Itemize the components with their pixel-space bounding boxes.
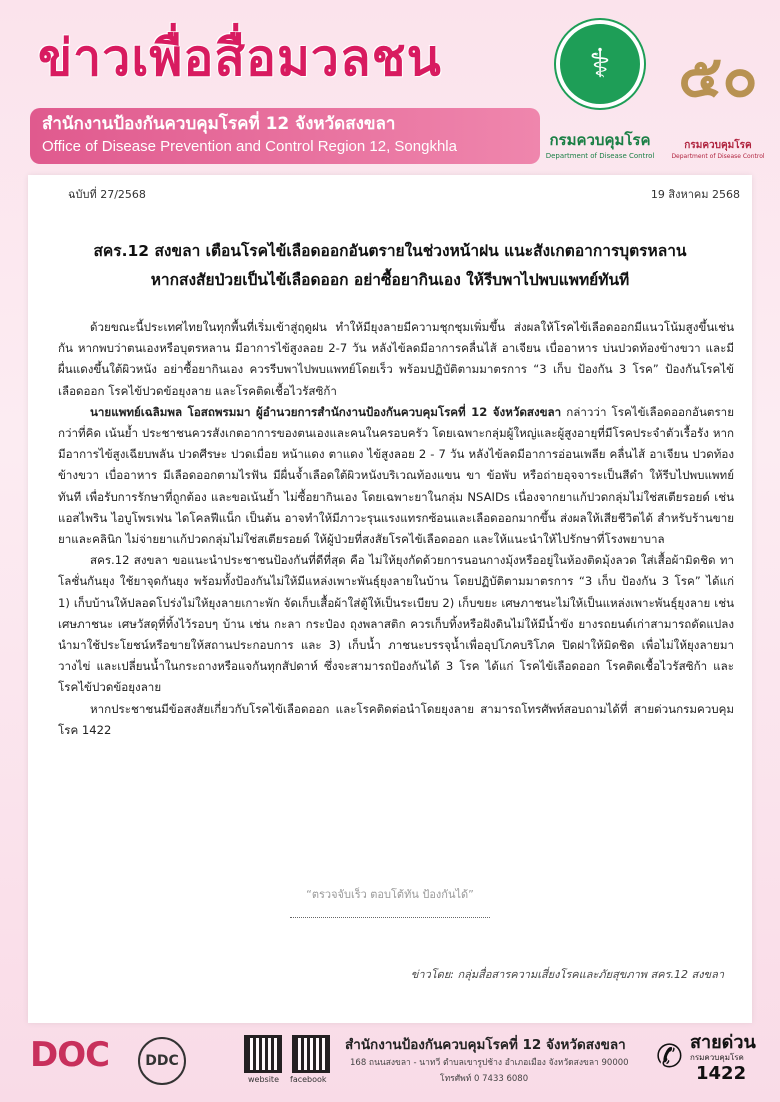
footer-office-name: สำนักงานป้องกันควบคุมโรคที่ 12 จังหวัดสงขลา (345, 1037, 626, 1053)
paragraph-4: หากประชาชนมีข้อสงสัยเกี่ยวกับโรคไข้เลือดออก และโรคติดต่อนำโดยยุงลาย สามารถโทรศัพท์สอบถามได้ที่ สายด่วนกรมควบคุมโรค 1422 (58, 701, 734, 737)
paragraph-2 (58, 402, 734, 550)
office-name-th: สำนักงานป้องกันควบคุมโรคที่ 12 จังหวัดสงขลา (42, 114, 396, 134)
ddc-logo (545, 20, 655, 160)
ddc-name-en: Department of Disease Control (545, 152, 655, 160)
paragraph-3: สคร.12 สงขลา ขอแนะนำประชาชนป้องกันที่ดีที่สุด คือ ไม่ให้ยุงกัดด้วยการนอนกางมุ้งหรืออยู่ในห้องติดมุ้งลวด ใส่เสื้อผ้ามิดชิด ทาโลชั่นกันยุง ใช้ยาจุดกันยุง พร้อมทั้งป้องกันไม่ให้มีแหล่งเพาะพันธุ์ยุงลายในบ้าน โดยปฏิบัติตามมาตรการ “3 เก็บ ป้องกัน 3 โรค” ได้แก่ 1) เก็บบ้านให้ปลอดโปร่งไม่ให้ยุงลายเกาะพัก จัดเก็บเสื้อผ้าใส่ตู้ให้เป็นระเบียบ 2) เก็บขยะ เศษภาชนะไม่ให้เป็นแหล่งเพาะพันธุ์ยุงลาย เช่น เศษภาชนะ เศษวัสดุที่ทิ้งไว้รอบๆ บ้าน เช่น กะลา กระป๋อง ถุงพลาสติก ควรเก็บทิ้งหรือฝังดินไม่ให้มีน้ำขัง ยางรถยนต์เก่าสามารถดัดแปลงนำมาใช้ประโยชน์หรือขายให้สถานประกอบการ และ 3) เก็บน้ำ ภาชนะบรรจุน้ำเพื่ออุปโภคบริโภค ปิดฝาให้มิดชิด เพื่อไม่ให้ยุงลายมาวางไข่ และเปลี่ยนน้ำในกระถางหรือแจกันทุกสัปดาห์ ซึ่งจะสามารถป้องกันได้ 3 โรค ได้แก่ โรคไข้เลือดออก โรคติดเชื้อไวรัสซิก้า และ โรคไข้ปวดข้อยุงลาย (58, 553, 734, 695)
footer-address: 168 ถนนสงขลา - นาทวี ตำบลเขารูปช้าง อำเภอเมือง จังหวัดสงขลา 90000 (350, 1058, 629, 1068)
header (0, 0, 780, 175)
office-name-en: Office of Disease Prevention and Control Region 12, Songkhla (42, 138, 457, 155)
ddc-circle-logo (138, 1037, 186, 1085)
director-name: นายแพทย์เฉลิมพล โอสถพรมมา ผู้อำนวยการสำนักงานป้องกันควบคุมโรคที่ 12 จังหวัดสงขลา (90, 404, 562, 419)
anniversary-emblem-icon: ๕๐ (678, 42, 758, 110)
hotline-title: สายด่วน (690, 1032, 756, 1053)
news-credit: ข่าวโดย: กลุ่มสื่อสารความเสี่ยงโรคและภัยสุขภาพ สคร.12 สงขลา (410, 968, 724, 981)
issue-number: ฉบับที่ 27/2568 (68, 188, 146, 201)
page-title: ข่าวเพื่อสื่อมวลชน (38, 29, 442, 87)
ddc-name-th: กรมควบคุมโรค (549, 131, 651, 149)
press-release-document (28, 175, 752, 1023)
facebook-label: facebook (290, 1075, 327, 1084)
footer-phone: โทรศัพท์ 0 7433 6080 (440, 1074, 529, 1084)
headline (48, 237, 732, 295)
phone-icon: ✆ (656, 1037, 683, 1075)
slogan: “ตรวจจับเร็ว ตอบโต้ทัน ป้องกันได้” (306, 888, 474, 901)
hotline-number: 1422 (696, 1063, 747, 1084)
release-date: 19 สิงหาคม 2568 (650, 188, 740, 201)
article-body (58, 317, 734, 741)
anniv-name-th: กรมควบคุมโรค (684, 140, 752, 151)
facebook-qr-code[interactable] (292, 1035, 330, 1073)
doc-logo: DOC (30, 1035, 110, 1075)
website-qr-code[interactable] (244, 1035, 282, 1073)
website-label: website (248, 1075, 279, 1084)
moph-seal-icon: ⚕ (556, 20, 644, 108)
headline-line-2: หากสงสัยป่วยเป็นไข้เลือดออก อย่าซื้อยากินเอง ให้รีบพาไปพบแพทย์ทันที (150, 271, 630, 289)
office-banner (30, 108, 540, 164)
anniversary-logo (668, 30, 768, 160)
ddc-circle-text: DDC (145, 1053, 179, 1069)
footer (0, 1023, 780, 1102)
paragraph-1: ด้วยขณะนี้ประเทศไทยในทุกพื้นที่เริ่มเข้าสู่ฤดูฝน ทำให้มียุงลายมีความชุกชุมเพิ่มขึ้น ส่งผลให้โรคไข้เลือดออกมีแนวโน้มสูงขึ้นเช่นกัน หากพบว่าตนเองหรือบุตรหลาน มีอาการไข้สูงลอย 2-7 วัน หลังไข้ลดมีอาการคลื่นไส้ อาเจียน เบื่ออาหาร บ่นปวดท้องข้างขวา และมีผื่นแดงขึ้นใต้ผิวหนัง อย่าซื้อยากินเอง ควรรีบพาไปพบแพทย์โดยเร็ว พร้อมปฏิบัติตามมาตรการ “3 เก็บ ป้องกัน 3 โรค” ป้องกันโรคไข้เลือดออก โรคไข้ปวดข้อยุงลาย และโรคติดเชื้อไวรัสซิก้า (58, 320, 734, 398)
headline-line-1: สคร.12 สงขลา เตือนโรคไข้เลือดออกอันตรายในช่วงหน้าฝน แนะสังเกตอาการบุตรหลาน (93, 242, 687, 260)
hotline-org: กรมควบคุมโรค (690, 1053, 744, 1062)
paragraph-2-text: กล่าวว่า โรคไข้เลือดออกอันตรายกว่าที่คิด เน้นย้ำ ประชาชนควรสังเกตอาการของตนเองและคนในครอบครัว โดยเฉพาะกลุ่มผู้ใหญ่และผู้สูงอายุที่มีโรคประจำตัวเรื้อรัง หากมีอาการไข้สูงเฉียบพลัน ปวดศีรษะ ปวดเมื่อย หน้าแดง ตาแดง ไข้สูงลอย 2 - 7 วัน หลังไข้ลดมีอาการอ่อนเพลีย คลื่นไส้ อาเจียน ปวดท้องข้างขวา เบื่ออาหาร มีเลือดออกตามไรฟัน มีผื่นจ้ำเลือดใต้ผิวหนังบริเวณท้องแขน ขา ข้อพับ หรือถ่ายอุจจาระเป็นสีดำ ให้รีบไปพบแพทย์ทันที เพื่อรับการรักษาที่ถูกต้อง และขอเน้นย้ำ ไม่ซื้อยากินเอง โดยเฉพาะยาในกลุ่ม NSAIDs เนื่องจากยาแก้ปวดกลุ่มไม่ใช่สเตียรอยด์ เช่น แอสไพริน ไอบูโพรเฟน ไดโคลฟีแน็ก เป็นต้น อาจทำให้มีภาวะรุนแรงแทรกซ้อนและเลือดออกมากขึ้น ส่งผลให้เสียชีวิตได้ สำหรับร้านขายยาและคลินิก ไม่จ่ายยาแก้ปวดกลุ่มไม่ใช่สเตียรอยด์ ให้ผู้ป่วยที่สงสัยโรคไข้เลือดออก และให้แนะนำให้ไปรักษาที่โรงพยาบาล (58, 404, 734, 547)
divider (290, 917, 490, 918)
anniv-name-en: Department of Disease Control (671, 153, 765, 160)
